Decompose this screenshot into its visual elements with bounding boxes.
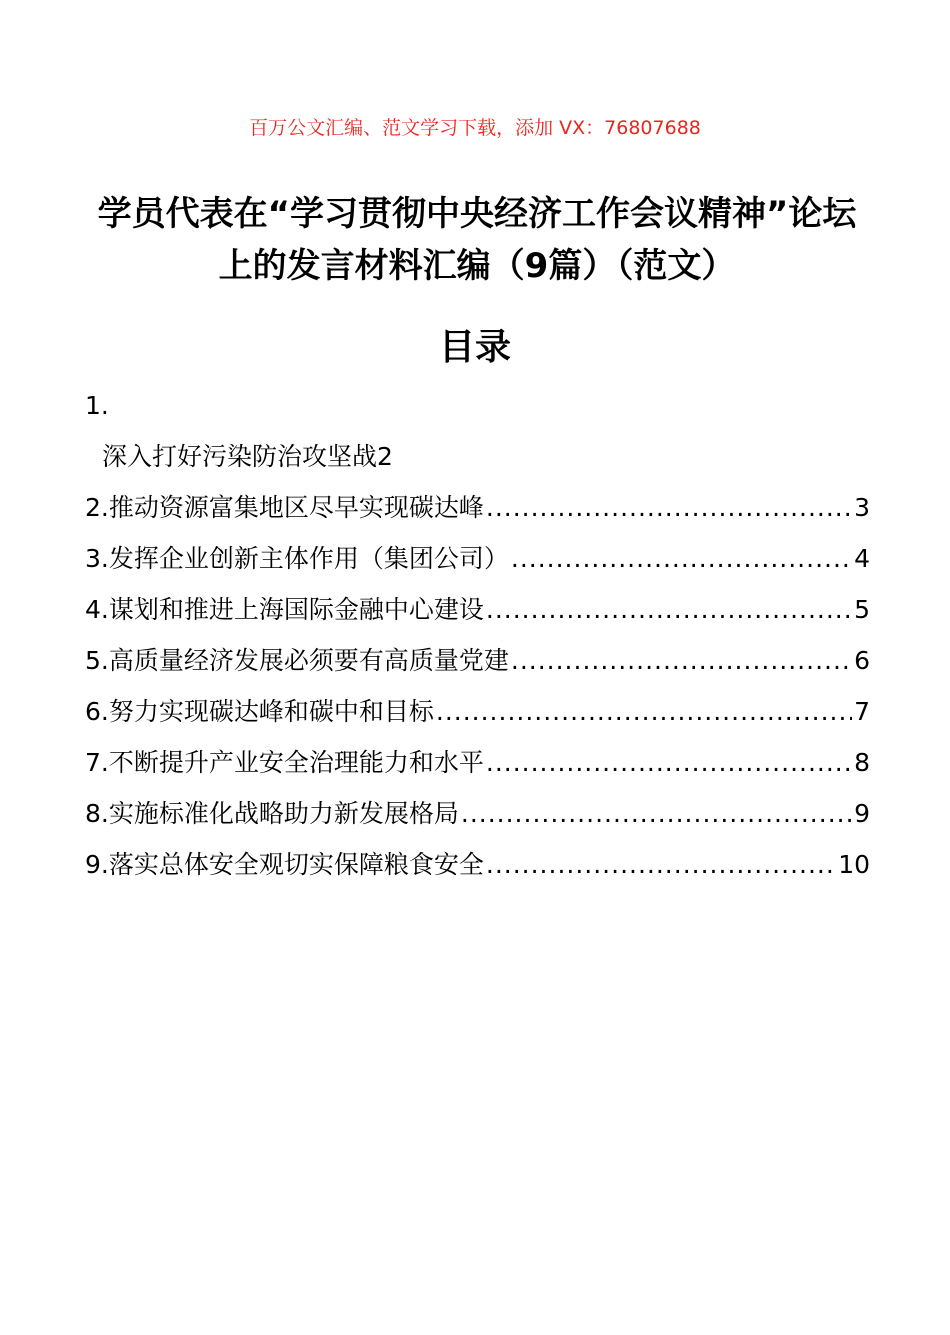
toc-page-number: 6 bbox=[854, 646, 870, 675]
toc-page-number: 9 bbox=[854, 799, 870, 828]
toc-entry-text: 落实总体安全观切实保障粮食安全 bbox=[108, 850, 484, 879]
toc-leader-dots bbox=[436, 686, 852, 737]
toc-entry-text: 推动资源富集地区尽早实现碳达峰 bbox=[108, 493, 484, 522]
toc-number: 9. bbox=[85, 850, 109, 879]
toc-page-number: 10 bbox=[838, 850, 870, 879]
toc-entry[interactable] bbox=[85, 788, 870, 839]
toc-entry[interactable] bbox=[85, 482, 870, 533]
toc-entry-text: 不断提升产业安全治理能力和水平 bbox=[108, 748, 484, 777]
header-note: 百万公文汇编、范文学习下载，添加 VX：76807688 bbox=[249, 117, 701, 139]
toc-heading: 目录 bbox=[438, 327, 511, 368]
toc-page-number: 2 bbox=[377, 442, 393, 471]
toc-number: 3. bbox=[85, 544, 109, 573]
toc-entry-text: 深入打好污染防治攻坚战 bbox=[102, 442, 378, 471]
toc-page-number: 3 bbox=[854, 493, 870, 522]
toc-number: 8. bbox=[85, 799, 109, 828]
toc-entry-number bbox=[85, 380, 870, 431]
toc-entry[interactable] bbox=[85, 839, 870, 890]
toc-entry-text: 发挥企业创新主体作用（集团公司） bbox=[108, 544, 509, 573]
toc-entry-text: 谋划和推进上海国际金融中心建设 bbox=[108, 595, 484, 624]
toc-number: 6. bbox=[85, 697, 109, 726]
toc-leader-dots bbox=[511, 635, 852, 686]
toc-leader-dots bbox=[511, 533, 852, 584]
toc-number: 2. bbox=[85, 493, 109, 522]
toc-number: 7. bbox=[85, 748, 109, 777]
toc-page-number: 7 bbox=[854, 697, 870, 726]
toc-page-number: 8 bbox=[854, 748, 870, 777]
table-of-contents bbox=[85, 380, 870, 890]
toc-page-number: 5 bbox=[854, 595, 870, 624]
toc-entry[interactable] bbox=[85, 737, 870, 788]
toc-number: 1. bbox=[85, 391, 109, 420]
toc-leader-dots bbox=[486, 839, 836, 890]
toc-number: 4. bbox=[85, 595, 109, 624]
toc-entry-text: 实施标准化战略助力新发展格局 bbox=[108, 799, 459, 828]
toc-leader-dots bbox=[486, 737, 852, 788]
toc-number: 5. bbox=[85, 646, 109, 675]
toc-page-number: 4 bbox=[854, 544, 870, 573]
toc-entry[interactable] bbox=[85, 635, 870, 686]
toc-leader-dots bbox=[486, 482, 852, 533]
toc-entry[interactable] bbox=[85, 584, 870, 635]
toc-entry[interactable] bbox=[85, 686, 870, 737]
toc-entry-text: 高质量经济发展必须要有高质量党建 bbox=[108, 646, 509, 675]
toc-leader-dots bbox=[461, 788, 852, 839]
toc-entry[interactable] bbox=[85, 431, 870, 482]
toc-entry[interactable] bbox=[85, 533, 870, 584]
toc-leader-dots bbox=[486, 584, 852, 635]
toc-entry-text: 努力实现碳达峰和碳中和目标 bbox=[108, 697, 434, 726]
document-title: 学员代表在“学习贯彻中央经济工作会议精神”论坛上的发言材料汇编（9篇）（范文） bbox=[97, 194, 857, 286]
